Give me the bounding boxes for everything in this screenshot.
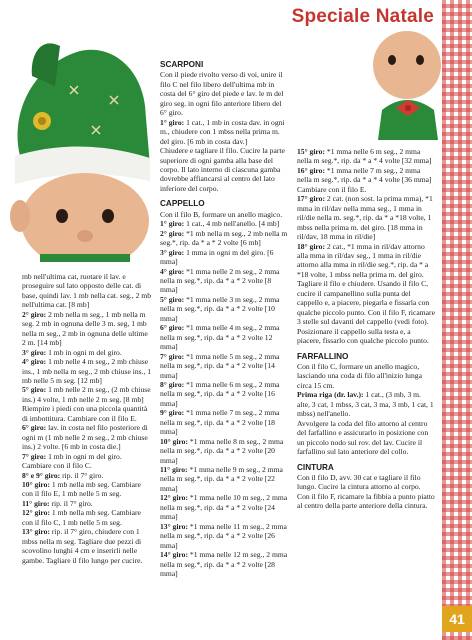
heading-scarponi: SCARPONI	[160, 60, 204, 69]
paragraph: Avvolgere la coda del filo attorno al centro del farfallino e assicurarlo in posizione con un piccolo nodo sul rov. del lav. Cucire il farfallino sul lato anteriore del collo.	[297, 418, 429, 457]
round-line: 1° giro: 1 cat., 4 mb nell'anello. [4 mb]	[160, 219, 280, 229]
paragraph: Cambiare con il filo E.	[297, 184, 367, 194]
round-line: 6° giro: lav. in costa nel filo posteriore di ogni m (1 mb nelle 2 m seg., 2 mb chiuse ins.) 2 volte. [6 mb in costa die.]	[22, 423, 148, 452]
round-line: 12° giro: 1 mb nella mb seg. Cambiare con il filo C, 1 mb nelle 5 m seg.	[22, 508, 141, 527]
bear-photo	[362, 30, 442, 140]
round-line: 4° giro: *1 mma nelle 2 m seg., 2 mma nella m seg.*, rip. da * a * 2 volte [8 mma]	[160, 266, 280, 295]
round-line: 15° giro: *1 mma nelle 6 m seg., 2 mma nella m seg.*, rip. da * a * 4 volte [32 mma]	[297, 147, 432, 166]
paragraph: Con il filo B, formare un anello magico.	[160, 209, 283, 219]
paragraph: Con il filo C, formare un anello magico, lasciando una coda di filo all'inizio lunga circa 15 cm.	[297, 361, 422, 390]
paragraph: mb nell'ultima cat, ruotare il lav. e proseguire sul lato opposto delle cat. di base, quindi lav. 1 mb nella cat. seg., 2 mb nell'ultima cat. [8 mb]	[22, 272, 151, 310]
round-line: 3° giro: 1 mb in ogni m del giro.	[22, 347, 122, 357]
round-line: 16° giro: *1 mma nelle 7 m seg., 2 mma nella m seg.*, rip. da * a * 4 volte [36 mma]	[297, 165, 432, 185]
paragraph: Con il piede rivolto verso di voi, unire il filo C nel filo libero dell'ultima mb in costa del 6° giro del piede e lav. le m del giro seg. in ogni filo anteriore libero del 6° giro.	[160, 70, 284, 118]
column-3	[297, 147, 435, 511]
round-line: 12° giro: *1 mma nelle 10 m seg., 2 mma nella m seg.*, rip. da * a * 2 volte [24 mma]	[160, 493, 288, 522]
round-line: 17° giro: 2 cat. (non sost. la prima mma), *1 mma in ril/dav nella mma seg., 1 mma in ril/die nella m. seg.*, rip. da * a *18 volte, 1 mbss nella prima m. del giro. [18 mma in ril/dav, 18 mma in ril/die]	[297, 194, 433, 242]
round-line: 9° giro: *1 mma nelle 7 m seg., 2 mma nella m seg.*, rip. da * a * 2 volte [18 mma]	[160, 408, 280, 437]
round-line: 7° giro: *1 mma nelle 5 m seg., 2 mma nella m seg.*, rip. da * a * 2 volte [14 mma]	[160, 351, 280, 380]
round-line: 5° giro: *1 mma nelle 3 m seg., 2 mma nella m seg.*, rip. da * a * 2 volte [10 mma]	[160, 294, 280, 323]
round-line: 13° giro: rip. il 7° giro, chiudere con 1 mbss nella m seg. Tagliare due pezzi di scovolino lunghi 4 cm e inserirli nelle gambe. Tagliare il filo lungo per cucire.	[22, 527, 143, 565]
section-title: Speciale Natale	[291, 6, 434, 27]
column-2	[160, 60, 290, 578]
round-line: 10° giro: *1 mma nelle 8 m seg., 2 mma nella m seg.*, rip. da * a * 2 volte [20 mma]	[160, 436, 284, 465]
round-line: 13° giro: *1 mma nelle 11 m seg., 2 mma nella m seg.*, rip. da * a * 2 volte [26 mma]	[160, 521, 287, 550]
round-line: 6° giro: *1 mma nelle 4 m seg., 2 mma nella m seg.*, rip. da * a * 2 volte 12 mma]	[160, 323, 280, 352]
round-line: 2° giro: *1 mb nella m seg., 2 mb nella m seg.*, rip. da * a * 2 volte [6 mb]	[160, 228, 288, 248]
page-number: 41	[442, 606, 472, 632]
paragraph: Con il filo D, avv. 30 cat e tagliare il filo lungo. Cucire la cintura attorno al corpo. Con il filo F, ricamare la fibbia a punto piatto al centro della parte anteriore della cintura.	[297, 472, 435, 511]
gingham-border	[442, 0, 472, 640]
round-line: 10° giro: 1 mb nella mb seg. Cambiare con il filo E, 1 mb nelle 5 m seg.	[22, 479, 141, 499]
round-line: 2° giro: 2 mb nella m seg., 1 mb nella m seg. 2 mb in ognuna delle 3 m. seg, 1 mb nella m seg., 2 mb in ognuna delle ultime 2 m. [14 mb]	[22, 309, 148, 348]
paragraph: Tagliare il filo e chiudere. Usando il filo C, cucire il campanellino sulla punta del cappello e, a piacere, piegarla e fissarla con qualche piccolo punto. Con il filo F, ricamare 3 stelle sul davanti del cappello (vedi foto). Posizionare il cappello sulla testa e, a piacere, fissarlo con qualche piccolo punto.	[297, 279, 435, 346]
column-1	[22, 272, 152, 565]
round-line: 1° giro: 1 cat., 1 mb in costa dav. in ogni m., chiudere con 1 mbss nella prima m. del giro. [6 mb in costa dav.]	[160, 117, 285, 146]
round-line: 11° giro: *1 mma nelle 9 m seg., 2 mma nella m seg.*, rip. da * a * 2 volte [22 mma]	[160, 465, 283, 493]
round-line: 8° giro: *1 mma nelle 6 m seg., 2 mma nella m seg.*, rip. da * a * 2 volte [16 mma]	[160, 379, 280, 408]
round-line: 4° giro: 1 mb nelle 4 m seg., 2 mb chiuse ins., 1 mb nella m seg., 2 mb chiuse ins., 1 mb nelle 5 m seg. [12 mb]	[22, 357, 152, 385]
round-line: Prima riga (dr. lav.): 1 cat., (3 mb, 3 m. alte, 3 cat, 1 mbss, 3 cat, 3 ma, 3 mb, 1 cat, 1 mbss) nell'anello.	[297, 390, 434, 419]
round-line: 18° giro: 2 cat., *1 mma in ril/dav attorno alla mma in ril/dav seg., 1 mma in ril/die attorno alla mma in ril/die seg.*, rip. da * a *18 volte, 1 mbss nella prima m. del giro.	[297, 241, 429, 279]
round-line: 14° giro: *1 mma nelle 12 m seg., 2 mma nella m seg.*, rip. da * a * 2 volte [28 mma]	[160, 550, 288, 579]
heading-cappello: CAPPELLO	[160, 199, 205, 209]
round-line: 8° e 9° giro: rip. il 7° giro.	[22, 470, 104, 480]
heading-cintura: CINTURA	[297, 462, 334, 472]
round-line: 7° giro: 1 mb in ogni m del giro. Cambiare con il filo C.	[22, 451, 122, 471]
heading-farfallino: FARFALLINO	[297, 351, 349, 361]
paragraph: Riempire i piedi con una piccola quantità di imbottitura. Cambiare con il filo E.	[22, 404, 148, 423]
round-line: 5° giro: 1 mb nelle 2 m seg., (2 mb chiuse ins.) 4 volte, 1 mb nelle 2 m seg. [8 mb]	[22, 385, 151, 404]
paragraph: Chiudere e tagliare il filo. Cucire la parte superiore di ogni gamba alla base del corpo. Il lato interno di ciascuna gamba dovrebbe affiancarsi al centro del lato inferiore del corpo.	[160, 146, 285, 193]
round-line: 11° giro: rip. il 7° giro.	[22, 498, 93, 508]
elf-photo	[0, 26, 152, 262]
round-line: 3° giro: 1 mma in ogni m del giro. [6 mma]	[160, 247, 274, 267]
